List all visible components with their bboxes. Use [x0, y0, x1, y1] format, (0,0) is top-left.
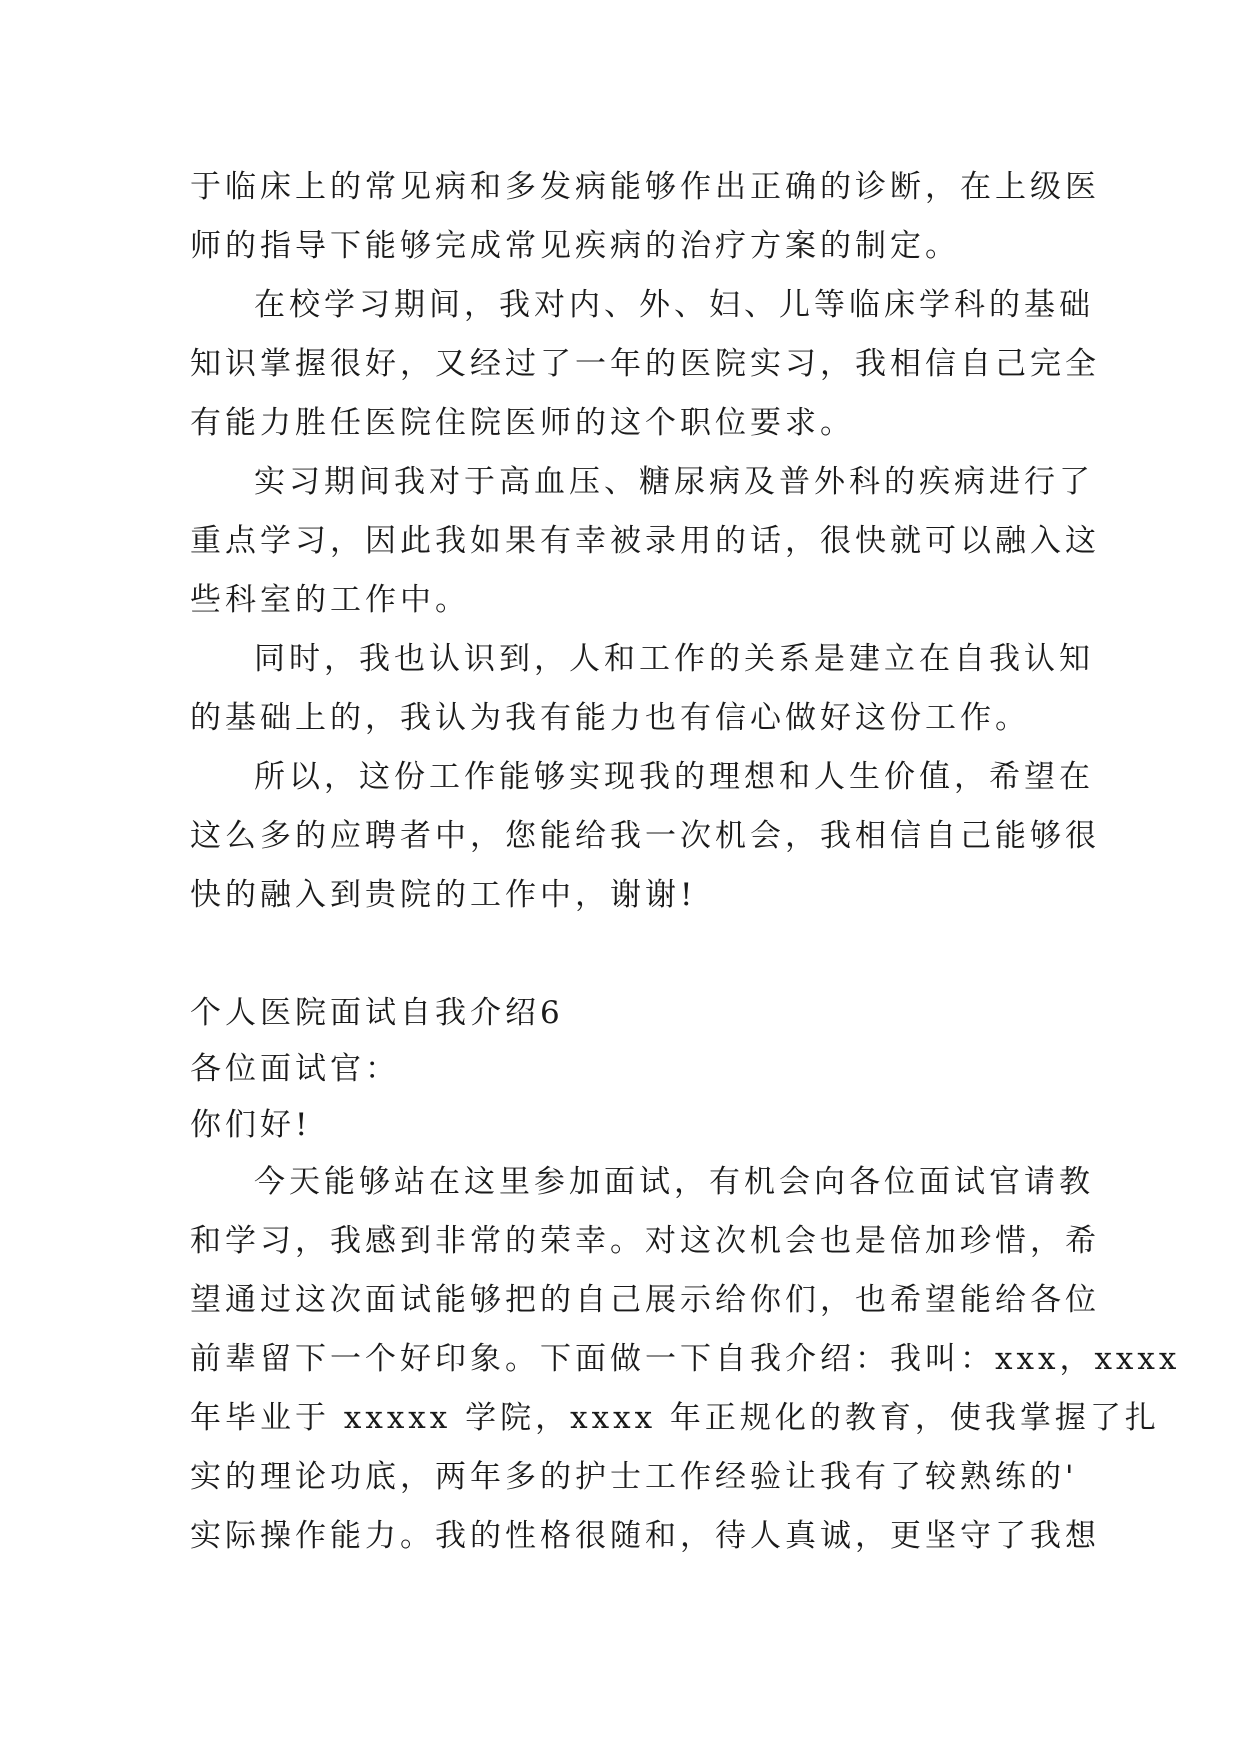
text-line: 这么多的应聘者中，您能给我一次机会，我相信自己能够很 [190, 818, 1100, 854]
text-line: 今天能够站在这里参加面试，有机会向各位面试官请教 [254, 1164, 1094, 1200]
salutation: 各位面试官： [190, 1051, 400, 1087]
text-line: 所以，这份工作能够实现我的理想和人生价值，希望在 [254, 759, 1094, 795]
text-line: 在校学习期间，我对内、外、妇、儿等临床学科的基础 [254, 287, 1094, 323]
text-line: 有能力胜任医院住院医师的这个职位要求。 [190, 405, 855, 441]
greeting: 你们好! [190, 1107, 312, 1143]
paragraph-internship [190, 453, 1100, 630]
text-line: 实习期间我对于高血压、糖尿病及普外科的疾病进行了 [254, 464, 1094, 500]
section-spacer [190, 925, 1050, 985]
document-body [190, 158, 1181, 1566]
text-line: 知识掌握很好，又经过了一年的医院实习，我相信自己完全 [190, 346, 1100, 382]
paragraph-introduction [190, 1153, 1181, 1566]
paragraph-study [190, 276, 1100, 453]
text-line: 快的融入到贵院的工作中，谢谢! [190, 877, 697, 913]
text-line: 些科室的工作中。 [190, 582, 470, 618]
text-line: 的基础上的，我认为我有能力也有信心做好这份工作。 [190, 700, 1030, 736]
text-line: 重点学习，因此我如果有幸被录用的话，很快就可以融入这 [190, 523, 1100, 559]
text-line: 年毕业于 xxxxx 学院，xxxx 年正规化的教育，使我掌握了扎 [190, 1400, 1160, 1436]
text-line: 实际操作能力。我的性格很随和，待人真诚，更坚守了我想 [190, 1518, 1100, 1554]
text-line: 于临床上的常见病和多发病能够作出正确的诊断，在上级医 [190, 169, 1100, 205]
paragraph-continuation [190, 158, 1100, 276]
section-title: 个人医院面试自我介绍6 [190, 995, 564, 1031]
text-line: 望通过这次面试能够把的自己展示给你们，也希望能给各位 [190, 1282, 1100, 1318]
text-line: 前辈留下一个好印象。下面做一下自我介绍：我叫：xxx，xxxx [190, 1341, 1181, 1377]
paragraph-awareness [190, 630, 1094, 748]
text-line: 和学习，我感到非常的荣幸。对这次机会也是倍加珍惜，希 [190, 1223, 1100, 1259]
paragraph-closing [190, 748, 1100, 925]
text-line: 师的指导下能够完成常见疾病的治疗方案的制定。 [190, 228, 960, 264]
text-line: 实的理论功底，两年多的护士工作经验让我有了较熟练的' [190, 1459, 1078, 1495]
text-line: 同时，我也认识到，人和工作的关系是建立在自我认知 [254, 641, 1094, 677]
